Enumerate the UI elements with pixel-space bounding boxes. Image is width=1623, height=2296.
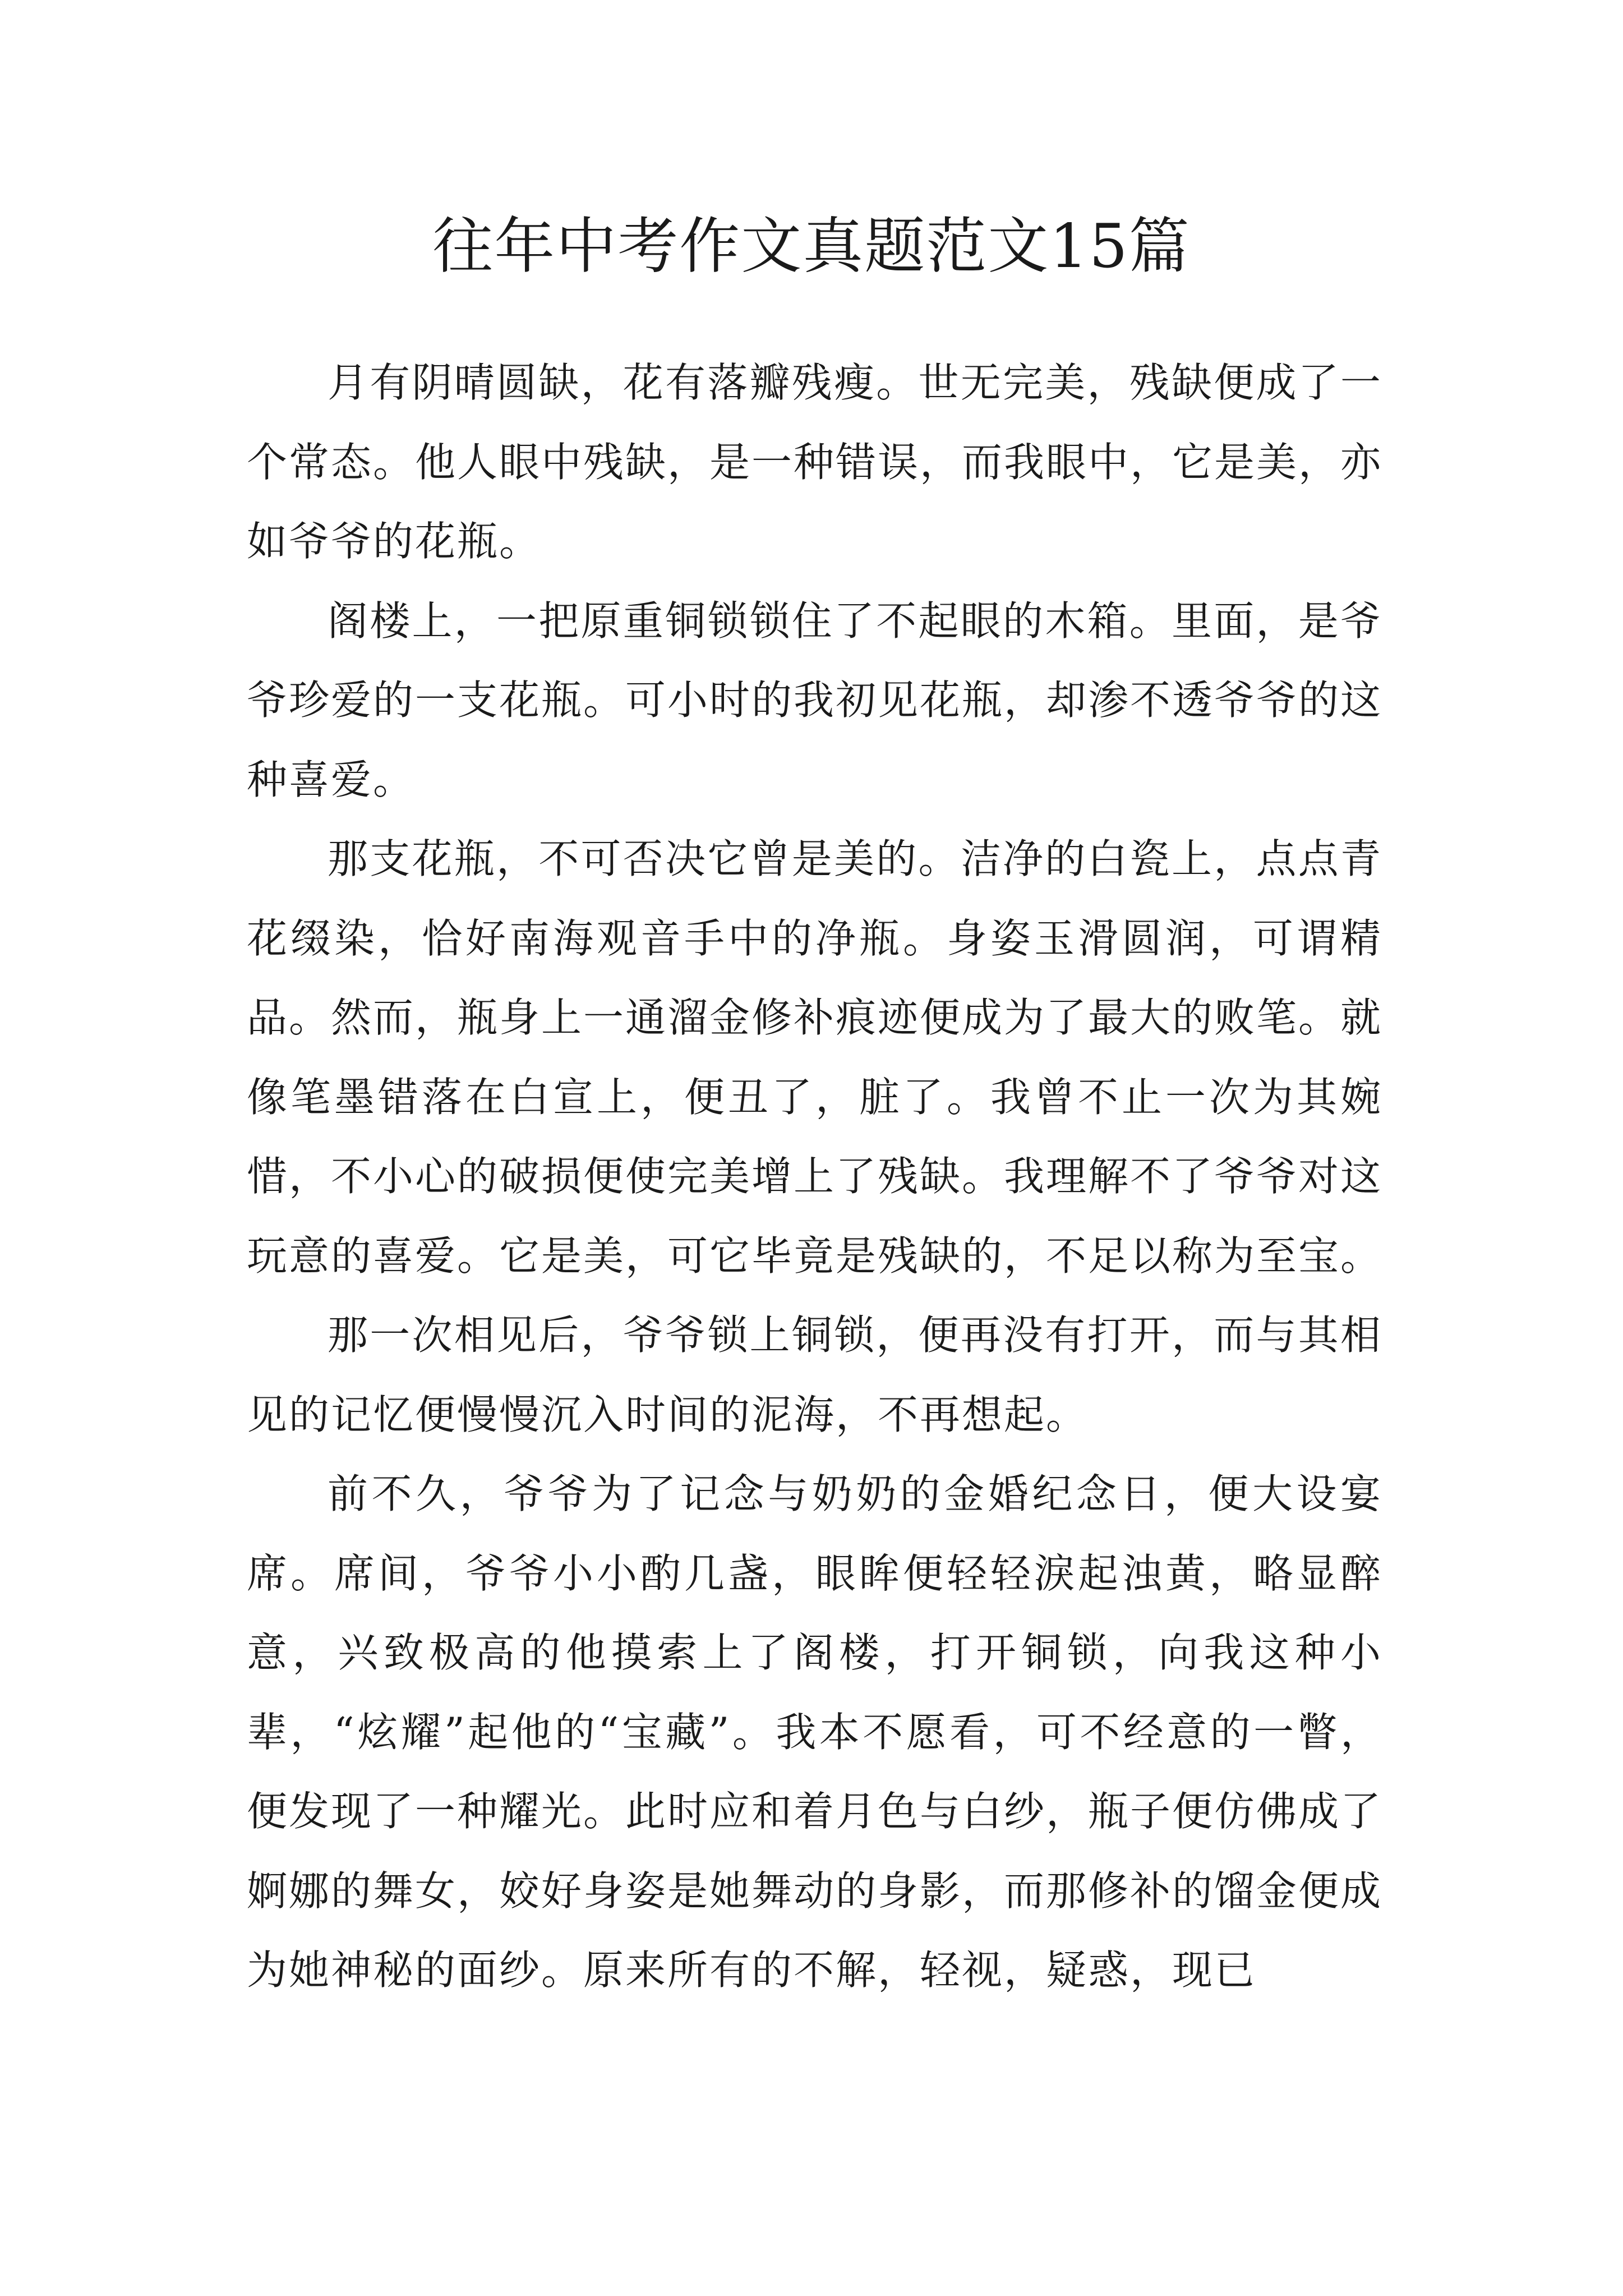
paragraph-5: 前不久，爷爷为了记念与奶奶的金婚纪念日，便大设宴席。席间，爷爷小小酌几盏，眼眸便轻轻淚起浊黄，略显醉意，兴致极高的他摸索上了阁楼，打开铜锁，向我这种小辈，“炫耀”起他的“宝藏”。我本不愿看，可不经意的一瞥，便发现了一种耀光。此时应和着月色与白纱，瓶子便仿佛成了婀娜的舞女，姣好身姿是她舞动的身影，而那修补的馏金便成为她神秘的面纱。原来所有的不解，轻视，疑惑，现已 xyxy=(247,1470,1383,1994)
document-title: 往年中考作文真题范文15篇 xyxy=(432,211,1191,282)
paragraph-1: 月有阴晴圆缺，花有落瓣残瘦。世无完美，残缺便成了一个常态。他人眼中残缺，是一种错误，而我眼中，它是美，亦如爷爷的花瓶。 xyxy=(247,359,1383,565)
paragraph-3: 那支花瓶，不可否决它曾是美的。洁净的白瓷上，点点青花缀染，恰好南海观音手中的净瓶。身姿玉滑圆润，可谓精品。然而，瓶身上一通溜金修补痕迹便成为了最大的败笔。就像笔墨错落在白宣上，便丑了，脏了。我曾不止一次为其婉惜，不小心的破损便使完美增上了残缺。我理解不了爷爷对这玩意的喜爱。它是美，可它毕竟是残缺的，不足以称为至宝。 xyxy=(247,835,1383,1280)
paragraph-4: 那一次相见后，爷爷锁上铜锁，便再没有打开，而与其相见的记忆便慢慢沉入时间的泥海，不再想起。 xyxy=(247,1312,1382,1438)
paragraph-2: 阁楼上，一把原重铜锁锁住了不起眼的木箱。里面，是爷爷珍爱的一支花瓶。可小时的我初见花瓶，却渗不透爷爷的这种喜爱。 xyxy=(247,597,1383,803)
document-body xyxy=(247,343,1382,2010)
